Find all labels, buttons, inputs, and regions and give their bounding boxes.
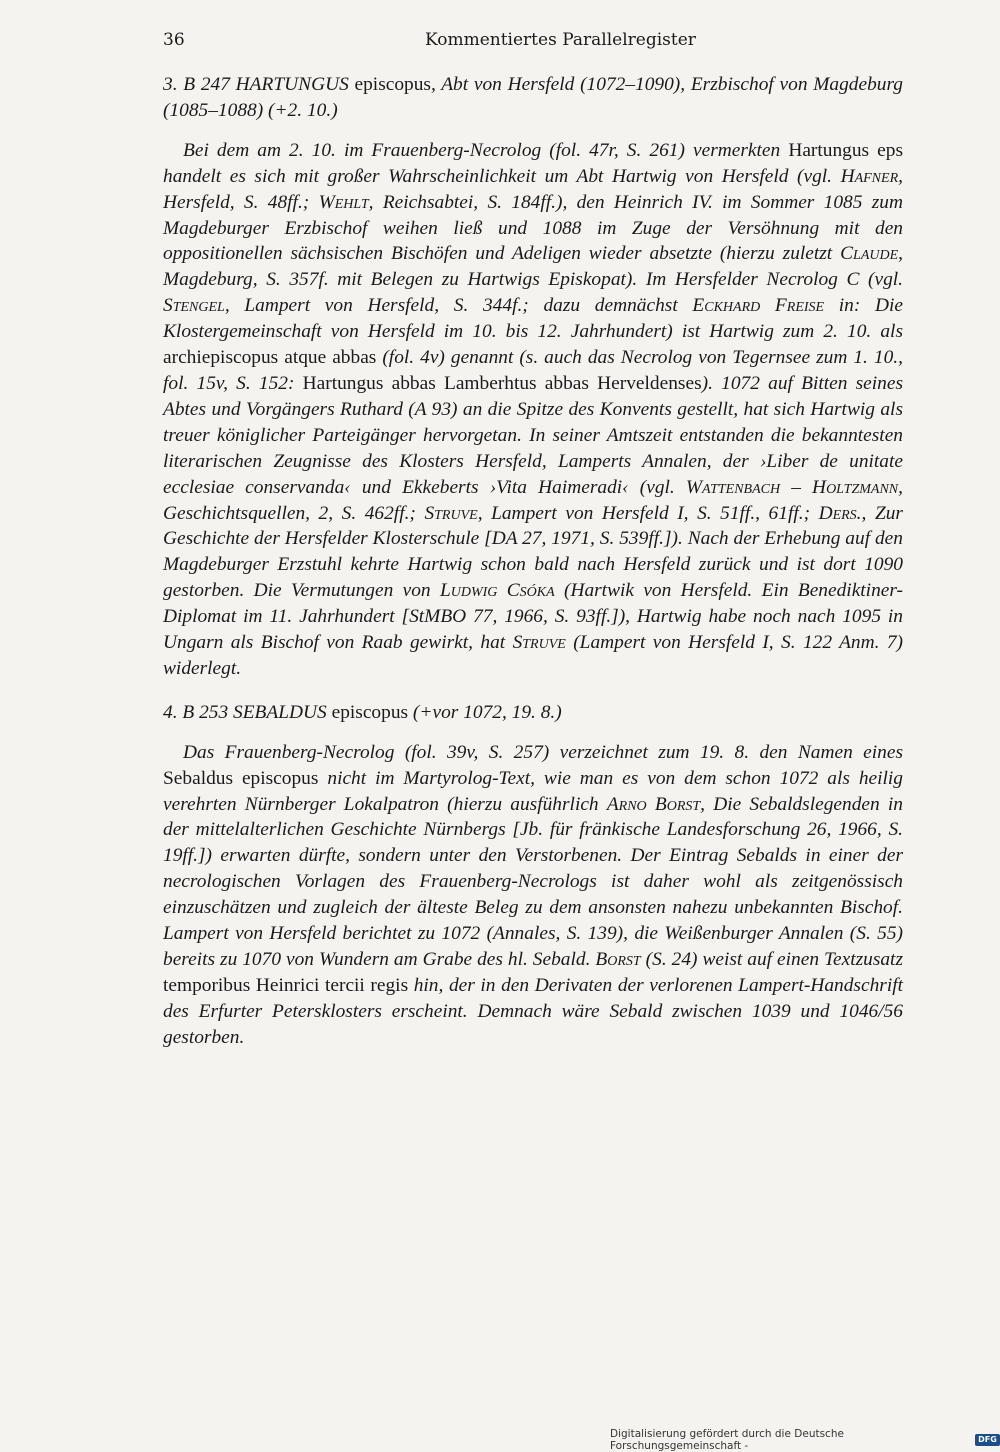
text-run: ). 1072 auf Bitten seines Abtes und Vorgängers Ruthard (A 93) an die Spitze des Konvents gestellt, hat sich Hartwig als treuer königlicher Parteigänger hervorgetan. In seiner Amtszeit entstanden die bekanntesten literarischen Zeugnisse des Klosters Hersfeld, Lamperts Annalen, der ›Liber de unitate ecclesiae conservanda‹ und Ekkeberts ›Vita Haimeradi‹ (vgl. bbox=[163, 372, 904, 498]
author-name: Wattenbach – Holtzmann bbox=[685, 476, 899, 498]
latin-quotation: Hartungus eps bbox=[788, 139, 904, 161]
author-name: Wehlt bbox=[318, 191, 369, 213]
document-body bbox=[163, 72, 903, 1051]
text-run: handelt es sich mit großer Wahrscheinlichkeit um Abt Hartwig von Hersfeld (vgl. bbox=[163, 165, 841, 187]
text-run: (Lampert von Hersfeld I, S. 122 Anm. 7) widerlegt. bbox=[163, 632, 903, 679]
latin-quotation: episcopus bbox=[331, 701, 409, 723]
text-run: (Hartwik von Hersfeld. Ein Benediktiner-Diplomat im 11. Jahrhundert [StMBO 77, 1966, S. 93ff.]), Hartwig habe noch nach 1095 in Ungarn als Bischof von Raab gewirkt, hat bbox=[163, 580, 903, 654]
text-run: in: Die Klostergemeinschaft von Hersfeld im 10. bis 12. Jahrhundert) ist Hartwig zum 2. 10. als bbox=[163, 295, 904, 343]
text-run: Das Frauenberg-Necrolog (fol. 39v, S. 257) verzeichnet zum 19. 8. den Namen eines bbox=[183, 741, 903, 763]
entry-paragraph bbox=[163, 138, 903, 682]
author-name: Hafner bbox=[840, 165, 899, 187]
text-run: , Abt von Hersfeld (1072–1090), Erzbischof von Magdeburg (1085–1088) (+2. 10.) bbox=[163, 74, 903, 121]
author-name: Stengel bbox=[163, 295, 225, 317]
text-run: , Zur Geschichte der Hersfelder Klosterschule [DA 27, 1971, S. 539ff.]). Nach der Erhebung auf den Magdeburger Erzstuhl kehrte Hartwig schon bald nach Hersfeld zurück und ist dort 1090 gestorben. Die Vermutungen von bbox=[163, 502, 903, 602]
author-name: Arno Borst bbox=[606, 793, 701, 815]
latin-quotation: archiepiscopus atque abbas bbox=[163, 347, 377, 369]
author-name: Ludwig Csóka bbox=[439, 580, 555, 602]
text-run: 3. B 247 HARTUNGUS bbox=[163, 74, 355, 95]
author-name: Claude bbox=[840, 243, 899, 265]
page-number: 36 bbox=[163, 30, 185, 50]
dfg-logo: DFG bbox=[975, 1434, 1000, 1446]
entry-heading bbox=[163, 700, 903, 726]
text-run: , Die Sebaldslegenden in der mittelalterlichen Geschichte Nürnbergs [Jb. für fränkische Landesforschung 26, 1966, S. 19ff.]) erwarten dürfte, sondern unter den Verstorbenen. Der Eintrag Sebalds in einer der necrologischen Vorlagen des Frauenberg-Necrologs ist daher wohl als zeitgenössisch einzuschätzen und zugleich der älteste Beleg zu dem ansonsten nahezu unbekannten Bischof. Lampert von Hersfeld berichtet zu 1072 (Annales, S. 139), die Weißenburger Annalen (S. 55) bereits zu 1070 von Wundern am Grabe des hl. Sebald. bbox=[163, 793, 903, 970]
author-name: Struve bbox=[424, 502, 478, 524]
author-name: Eckhard Freise bbox=[692, 295, 825, 317]
author-name: Struve bbox=[512, 632, 566, 654]
running-head: Kommentiertes Parallelregister bbox=[425, 30, 696, 50]
text-run: (+vor 1072, 19. 8.) bbox=[408, 701, 562, 723]
text-run: (fol. 4v) genannt (s. auch das Necrolog von Tegernsee zum 1. 10., fol. 15v, S. 152: bbox=[163, 347, 903, 394]
latin-quotation: episcopus bbox=[354, 74, 431, 95]
entry-heading bbox=[163, 72, 903, 124]
text-run: , Magdeburg, S. 357f. mit Belegen zu Hartwigs Episkopat). Im Hersfelder Necrolog C (vgl. bbox=[163, 243, 903, 291]
text-run: Bei dem am 2. 10. im Frauenberg-Necrolog (fol. 47r, S. 261) vermerkten bbox=[183, 139, 789, 161]
text-run: nicht im Martyrolog-Text, wie man es von dem schon 1072 als heilig verehrten Nürnberger Lokalpatron (hierzu ausführlich bbox=[163, 767, 904, 815]
text-run: , Hersfeld, S. 48ff.; bbox=[163, 165, 903, 213]
author-name: Ders. bbox=[818, 502, 862, 524]
digitization-footer bbox=[610, 1428, 1000, 1452]
text-run: , Lampert von Hersfeld, S. 344f.; dazu demnächst bbox=[224, 295, 693, 317]
footer-text: Digitalisierung gefördert durch die Deutsche Forschungsgemeinschaft - bbox=[610, 1428, 844, 1452]
text-run: (S. 24) weist auf einen Textzusatz bbox=[640, 949, 903, 970]
text-run: , Geschichtsquellen, 2, S. 462ff.; bbox=[163, 476, 904, 524]
latin-quotation: temporibus Heinrici tercii regis bbox=[163, 974, 409, 996]
author-name: Borst bbox=[595, 949, 641, 970]
text-run: , Lampert von Hersfeld I, S. 51ff., 61ff.; bbox=[477, 502, 819, 524]
latin-quotation: Sebaldus episcopus bbox=[163, 767, 319, 789]
text-run: hin, der in den Derivaten der verlorenen Lampert-Handschrift des Erfurter Petersklosters erscheint. Demnach wäre Sebald zwischen 1039 und 1046/56 gestorben. bbox=[163, 974, 903, 1048]
latin-quotation: Hartungus abbas Lamberhtus abbas Herveldenses bbox=[302, 372, 702, 394]
entry-paragraph bbox=[163, 740, 903, 1051]
text-run: , Reichsabtei, S. 184ff.), den Heinrich IV. im Sommer 1085 zum Magdeburger Erzbischof weihen ließ und 1088 im Zuge der Versöhnung mit den oppositionellen sächsischen Bischöfen und Adeligen wieder absetzte (hierzu zuletzt bbox=[163, 191, 903, 265]
text-run: 4. B 253 SEBALDUS bbox=[163, 701, 332, 723]
